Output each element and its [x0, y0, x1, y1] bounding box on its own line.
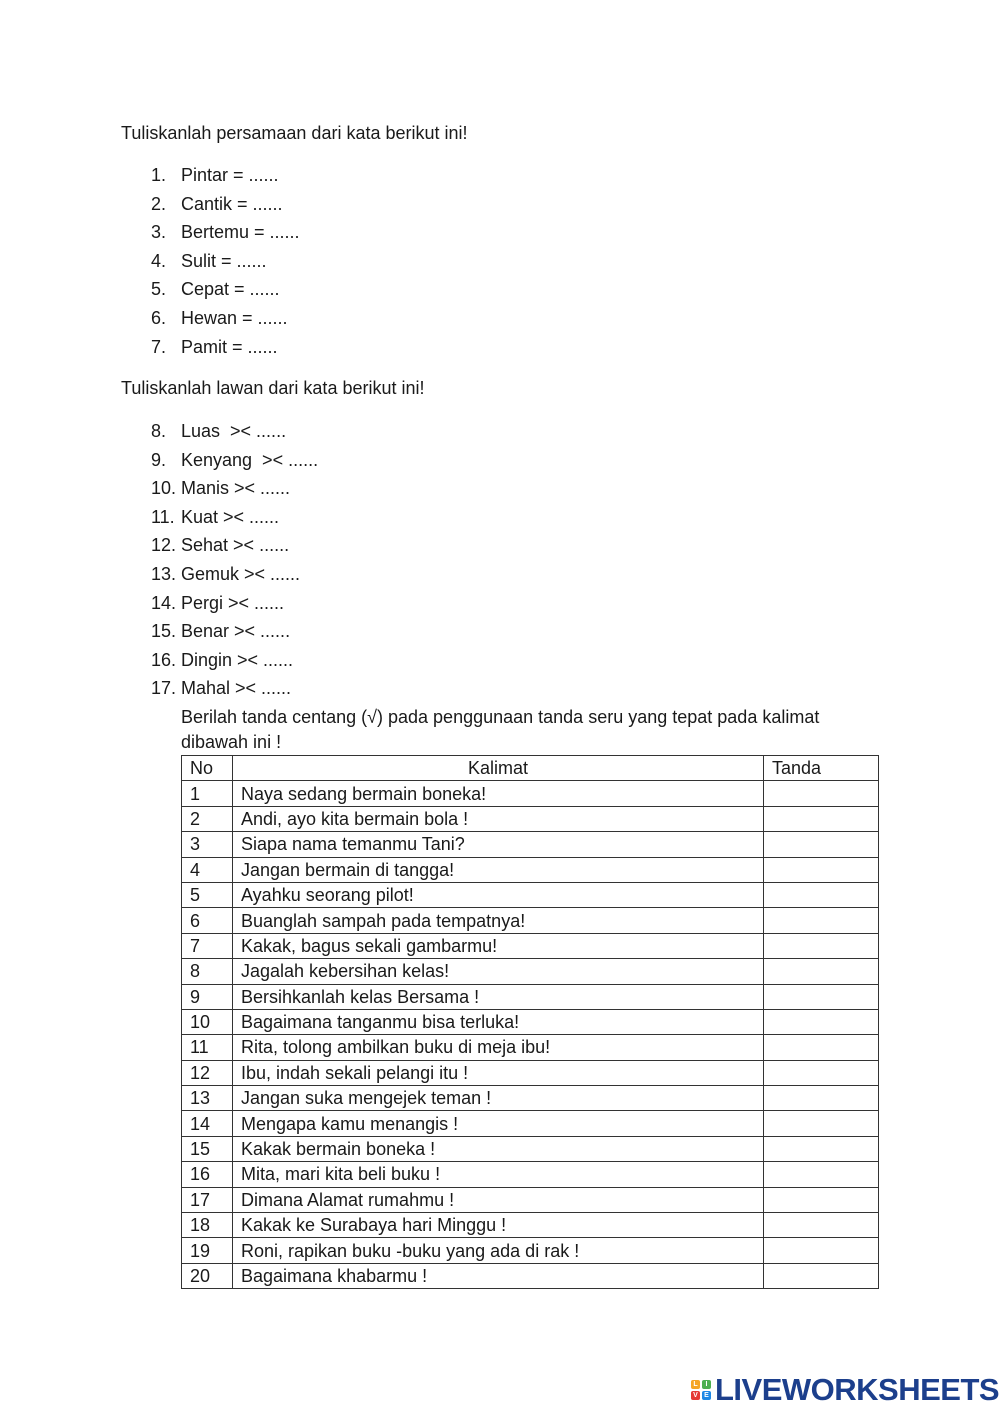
cell-tanda-answer[interactable]: [764, 984, 879, 1009]
list-item-number: 16.: [151, 649, 177, 670]
cell-no: 8: [182, 959, 233, 984]
cell-no: 3: [182, 832, 233, 857]
table-row: [182, 1035, 879, 1060]
cell-no: 4: [182, 857, 233, 882]
list-item-number: 9.: [151, 449, 167, 470]
table-row: [182, 1111, 879, 1136]
list-item-text: Pamit = ......: [181, 336, 278, 357]
liveworksheets-logo: [691, 1373, 999, 1407]
cell-tanda-answer[interactable]: [764, 1213, 879, 1238]
list-item: [151, 590, 318, 619]
cell-tanda-answer[interactable]: [764, 1187, 879, 1212]
cell-kalimat: Kakak ke Surabaya hari Minggu !: [233, 1213, 764, 1238]
list-item: [151, 504, 318, 533]
cell-no: 16: [182, 1162, 233, 1187]
cell-tanda-answer[interactable]: [764, 1238, 879, 1263]
table-row: [182, 959, 879, 984]
table-row: [182, 933, 879, 958]
list-item-number: 13.: [151, 563, 177, 584]
cell-tanda-answer[interactable]: [764, 1111, 879, 1136]
table-header-row: [182, 756, 879, 781]
table-row: [182, 1009, 879, 1034]
list-item: [151, 191, 300, 220]
list-item: [151, 162, 300, 191]
list-item-text: Bertemu = ......: [181, 222, 300, 243]
cell-no: 13: [182, 1086, 233, 1111]
list-item-number: 15.: [151, 621, 177, 642]
list-item-text: Hewan = ......: [181, 307, 288, 328]
cell-tanda-answer[interactable]: [764, 806, 879, 831]
header-tanda: Tanda: [764, 756, 879, 781]
table-row: [182, 984, 879, 1009]
cell-tanda-answer[interactable]: [764, 1136, 879, 1161]
cell-kalimat: Jagalah kebersihan kelas!: [233, 959, 764, 984]
list-item-text: Sehat >< ......: [181, 535, 290, 556]
cell-no: 19: [182, 1238, 233, 1263]
table-instruction: Berilah tanda centang (√) pada penggunaan tanda seru yang tepat pada kalimat dibawah ini !: [181, 707, 820, 752]
list-item-number: 14.: [151, 592, 177, 613]
list-item-number: 17.: [151, 678, 177, 699]
cell-tanda-answer[interactable]: [764, 1263, 879, 1288]
synonym-list: [151, 162, 300, 362]
logo-mark-tile: I: [702, 1380, 711, 1389]
cell-tanda-answer[interactable]: [764, 959, 879, 984]
cell-no: 7: [182, 933, 233, 958]
table-row: [182, 1162, 879, 1187]
cell-kalimat: Jangan suka mengejek teman !: [233, 1086, 764, 1111]
table-row: [182, 1187, 879, 1212]
list-item: [151, 675, 318, 704]
list-item-text: Mahal >< ......: [181, 678, 292, 699]
cell-no: 15: [182, 1136, 233, 1161]
cell-tanda-answer[interactable]: [764, 882, 879, 907]
table-row: [182, 882, 879, 907]
cell-no: 20: [182, 1263, 233, 1288]
list-item: [151, 447, 318, 476]
cell-kalimat: Ibu, indah sekali pelangi itu !: [233, 1060, 764, 1085]
cell-kalimat: Rita, tolong ambilkan buku di meja ibu!: [233, 1035, 764, 1060]
cell-no: 9: [182, 984, 233, 1009]
table-row: [182, 1136, 879, 1161]
table-row: [182, 857, 879, 882]
list-item-number: 2.: [151, 193, 167, 214]
list-item: [151, 561, 318, 590]
list-item-number: 7.: [151, 336, 167, 357]
cell-tanda-answer[interactable]: [764, 857, 879, 882]
cell-kalimat: Roni, rapikan buku -buku yang ada di rak !: [233, 1238, 764, 1263]
table-row: [182, 1060, 879, 1085]
cell-kalimat: Siapa nama temanmu Tani?: [233, 832, 764, 857]
list-item: [151, 475, 318, 504]
list-item-text: Manis >< ......: [181, 478, 291, 499]
list-item-text: Kuat >< ......: [181, 506, 280, 527]
table-row: [182, 781, 879, 806]
list-item-text: Cantik = ......: [181, 193, 283, 214]
cell-tanda-answer[interactable]: [764, 1035, 879, 1060]
logo-mark-tile: E: [702, 1391, 711, 1400]
list-item: [151, 618, 318, 647]
cell-kalimat: Buanglah sampah pada tempatnya!: [233, 908, 764, 933]
list-item: [151, 418, 318, 447]
list-item-number: 8.: [151, 421, 167, 441]
logo-mark-tile: L: [691, 1380, 700, 1389]
table-row: [182, 1238, 879, 1263]
logo-mark-icon: [691, 1380, 711, 1400]
list-item: [151, 647, 318, 676]
cell-no: 10: [182, 1009, 233, 1034]
cell-no: 12: [182, 1060, 233, 1085]
list-item: [151, 334, 300, 363]
section2-heading: Tuliskanlah lawan dari kata berikut ini!: [121, 378, 425, 398]
list-item-text: Gemuk >< ......: [181, 563, 301, 584]
cell-no: 2: [182, 806, 233, 831]
list-item: [151, 276, 300, 305]
cell-kalimat: Jangan bermain di tangga!: [233, 857, 764, 882]
list-item-number: 5.: [151, 279, 167, 300]
cell-tanda-answer[interactable]: [764, 832, 879, 857]
list-item-number: 4.: [151, 250, 167, 271]
cell-kalimat: Bagaimana tanganmu bisa terluka!: [233, 1009, 764, 1034]
list-item: [151, 248, 300, 277]
cell-kalimat: Bagaimana khabarmu !: [233, 1263, 764, 1288]
cell-tanda-answer[interactable]: [764, 1086, 879, 1111]
logo-text: LIVEWORKSHEETS: [715, 1372, 1000, 1407]
cell-tanda-answer[interactable]: [764, 908, 879, 933]
cell-no: 18: [182, 1213, 233, 1238]
list-item-text: Kenyang >< ......: [181, 449, 319, 470]
cell-kalimat: Kakak bermain boneka !: [233, 1136, 764, 1161]
table-row: [182, 1263, 879, 1288]
cell-no: 6: [182, 908, 233, 933]
list-item-text: Benar >< ......: [181, 621, 291, 642]
list-item: [151, 219, 300, 248]
cell-kalimat: Mengapa kamu menangis !: [233, 1111, 764, 1136]
list-item-text: Pergi >< ......: [181, 592, 285, 613]
cell-kalimat: Andi, ayo kita bermain bola !: [233, 806, 764, 831]
section1-heading: Tuliskanlah persamaan dari kata berikut ini!: [121, 123, 468, 143]
cell-kalimat: Mita, mari kita beli buku !: [233, 1162, 764, 1187]
cell-tanda-answer[interactable]: [764, 1009, 879, 1034]
table-row: [182, 806, 879, 831]
logo-mark-tile: V: [691, 1391, 700, 1400]
list-item-number: 10.: [151, 478, 177, 499]
cell-no: 5: [182, 882, 233, 907]
list-item-number: 11.: [151, 506, 175, 527]
cell-tanda-answer[interactable]: [764, 933, 879, 958]
table-row: [182, 1213, 879, 1238]
list-item-text: Luas >< ......: [181, 421, 287, 441]
cell-no: 11: [182, 1035, 233, 1060]
cell-no: 1: [182, 781, 233, 806]
table-row: [182, 832, 879, 857]
exclamation-table: [181, 755, 879, 1289]
table-row: [182, 1086, 879, 1111]
cell-tanda-answer[interactable]: [764, 1162, 879, 1187]
cell-no: 14: [182, 1111, 233, 1136]
cell-tanda-answer[interactable]: [764, 1060, 879, 1085]
list-item-text: Sulit = ......: [181, 250, 267, 271]
cell-no: 17: [182, 1187, 233, 1212]
header-kalimat: Kalimat: [233, 756, 764, 781]
list-item-number: 1.: [151, 165, 167, 185]
list-item: [151, 305, 300, 334]
cell-kalimat: Kakak, bagus sekali gambarmu!: [233, 933, 764, 958]
list-item-number: 12.: [151, 535, 177, 556]
cell-kalimat: Ayahku seorang pilot!: [233, 882, 764, 907]
antonym-list: [151, 418, 318, 704]
cell-tanda-answer[interactable]: [764, 781, 879, 806]
table-row: [182, 908, 879, 933]
list-item-number: 3.: [151, 222, 167, 243]
header-no: No: [182, 756, 233, 781]
cell-kalimat: Dimana Alamat rumahmu !: [233, 1187, 764, 1212]
list-item-number: 6.: [151, 307, 167, 328]
list-item-text: Dingin >< ......: [181, 649, 294, 670]
list-item-text: Cepat = ......: [181, 279, 280, 300]
list-item: [151, 532, 318, 561]
list-item-text: Pintar = ......: [181, 165, 279, 185]
cell-kalimat: Bersihkanlah kelas Bersama !: [233, 984, 764, 1009]
cell-kalimat: Naya sedang bermain boneka!: [233, 781, 764, 806]
